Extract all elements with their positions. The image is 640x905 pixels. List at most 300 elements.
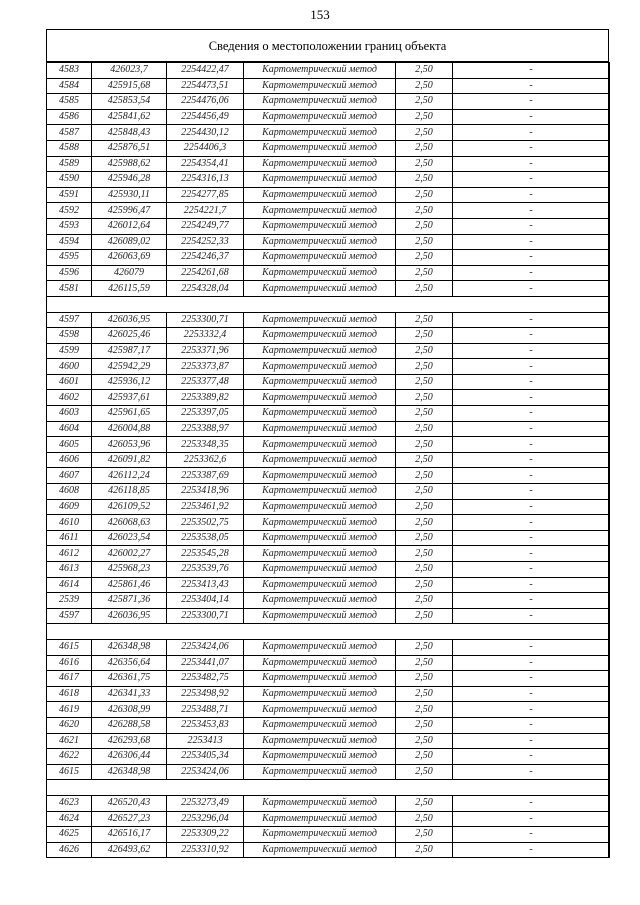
separator-cell [47, 780, 610, 796]
accuracy-cell: 2,50 [396, 484, 453, 500]
table-row [47, 203, 610, 219]
description-cell: - [453, 577, 610, 593]
x-coordinate-cell: 426348,98 [92, 764, 167, 780]
x-coordinate-cell: 426053,96 [92, 437, 167, 453]
y-coordinate-cell: 2254406,3 [167, 140, 244, 156]
x-coordinate-cell: 426079 [92, 265, 167, 281]
description-cell: - [453, 234, 610, 250]
accuracy-cell: 2,50 [396, 468, 453, 484]
point-number-cell: 4590 [47, 172, 92, 188]
accuracy-cell: 2,50 [396, 639, 453, 655]
method-cell: Картометрический метод [244, 343, 396, 359]
accuracy-cell: 2,50 [396, 608, 453, 624]
description-cell: - [453, 109, 610, 125]
point-number-cell: 4617 [47, 671, 92, 687]
y-coordinate-cell: 2253418,96 [167, 484, 244, 500]
accuracy-cell: 2,50 [396, 250, 453, 266]
y-coordinate-cell: 2253538,05 [167, 530, 244, 546]
table-row [47, 671, 610, 687]
accuracy-cell: 2,50 [396, 577, 453, 593]
x-coordinate-cell: 425876,51 [92, 140, 167, 156]
point-number-cell: 4585 [47, 94, 92, 110]
method-cell: Картометрический метод [244, 577, 396, 593]
accuracy-cell: 2,50 [396, 187, 453, 203]
accuracy-cell: 2,50 [396, 515, 453, 531]
point-number-cell: 4596 [47, 265, 92, 281]
method-cell: Картометрический метод [244, 484, 396, 500]
description-cell: - [453, 343, 610, 359]
y-coordinate-cell: 2253453,83 [167, 717, 244, 733]
method-cell: Картометрический метод [244, 593, 396, 609]
accuracy-cell: 2,50 [396, 842, 453, 858]
x-coordinate-cell: 426036,95 [92, 312, 167, 328]
description-cell: - [453, 764, 610, 780]
accuracy-cell: 2,50 [396, 530, 453, 546]
point-number-cell: 4622 [47, 749, 92, 765]
table-row [47, 795, 610, 811]
table-row [47, 811, 610, 827]
description-cell: - [453, 359, 610, 375]
table-row [47, 437, 610, 453]
description-cell: - [453, 218, 610, 234]
y-coordinate-cell: 2254328,04 [167, 281, 244, 297]
y-coordinate-cell: 2254422,47 [167, 63, 244, 79]
table-row [47, 499, 610, 515]
x-coordinate-cell: 426308,99 [92, 702, 167, 718]
point-number-cell: 4615 [47, 764, 92, 780]
x-coordinate-cell: 426036,95 [92, 608, 167, 624]
method-cell: Картометрический метод [244, 749, 396, 765]
point-number-cell: 4591 [47, 187, 92, 203]
table-row [47, 733, 610, 749]
point-number-cell: 4602 [47, 390, 92, 406]
description-cell: - [453, 374, 610, 390]
point-number-cell: 4588 [47, 140, 92, 156]
separator-cell [47, 624, 610, 640]
y-coordinate-cell: 2254430,12 [167, 125, 244, 141]
accuracy-cell: 2,50 [396, 140, 453, 156]
accuracy-cell: 2,50 [396, 686, 453, 702]
table-row [47, 374, 610, 390]
y-coordinate-cell: 2253539,76 [167, 562, 244, 578]
method-cell: Картометрический метод [244, 359, 396, 375]
x-coordinate-cell: 425853,54 [92, 94, 167, 110]
coordinates-table [46, 62, 610, 858]
method-cell: Картометрический метод [244, 78, 396, 94]
accuracy-cell: 2,50 [396, 265, 453, 281]
accuracy-cell: 2,50 [396, 655, 453, 671]
point-number-cell: 4606 [47, 452, 92, 468]
y-coordinate-cell: 2254476,06 [167, 94, 244, 110]
y-coordinate-cell: 2253309,22 [167, 827, 244, 843]
table-row [47, 608, 610, 624]
point-number-cell: 4593 [47, 218, 92, 234]
description-cell: - [453, 156, 610, 172]
method-cell: Картометрический метод [244, 234, 396, 250]
point-number-cell: 4609 [47, 499, 92, 515]
method-cell: Картометрический метод [244, 125, 396, 141]
x-coordinate-cell: 425942,29 [92, 359, 167, 375]
table-row [47, 140, 610, 156]
description-cell: - [453, 78, 610, 94]
description-cell: - [453, 749, 610, 765]
x-coordinate-cell: 425915,68 [92, 78, 167, 94]
point-number-cell: 4598 [47, 328, 92, 344]
x-coordinate-cell: 426361,75 [92, 671, 167, 687]
x-coordinate-cell: 426109,52 [92, 499, 167, 515]
x-coordinate-cell: 426023,7 [92, 63, 167, 79]
point-number-cell: 4610 [47, 515, 92, 531]
method-cell: Картометрический метод [244, 281, 396, 297]
accuracy-cell: 2,50 [396, 125, 453, 141]
accuracy-cell: 2,50 [396, 156, 453, 172]
table-row [47, 764, 610, 780]
table-row [47, 827, 610, 843]
accuracy-cell: 2,50 [396, 421, 453, 437]
y-coordinate-cell: 2254261,68 [167, 265, 244, 281]
x-coordinate-cell: 425937,61 [92, 390, 167, 406]
point-number-cell: 4612 [47, 546, 92, 562]
x-coordinate-cell: 426527,23 [92, 811, 167, 827]
table-row [47, 593, 610, 609]
description-cell: - [453, 187, 610, 203]
method-cell: Картометрический метод [244, 452, 396, 468]
y-coordinate-cell: 2254473,51 [167, 78, 244, 94]
x-coordinate-cell: 426012,64 [92, 218, 167, 234]
x-coordinate-cell: 426023,54 [92, 530, 167, 546]
description-cell: - [453, 530, 610, 546]
table-row [47, 94, 610, 110]
point-number-cell: 4600 [47, 359, 92, 375]
accuracy-cell: 2,50 [396, 452, 453, 468]
point-number-cell: 4626 [47, 842, 92, 858]
accuracy-cell: 2,50 [396, 406, 453, 422]
description-cell: - [453, 312, 610, 328]
table-row [47, 468, 610, 484]
method-cell: Картометрический метод [244, 671, 396, 687]
point-number-cell: 4615 [47, 639, 92, 655]
point-number-cell: 4595 [47, 250, 92, 266]
accuracy-cell: 2,50 [396, 795, 453, 811]
point-number-cell: 4581 [47, 281, 92, 297]
description-cell: - [453, 172, 610, 188]
x-coordinate-cell: 425930,11 [92, 187, 167, 203]
y-coordinate-cell: 2253488,71 [167, 702, 244, 718]
method-cell: Картометрический метод [244, 546, 396, 562]
table-row [47, 686, 610, 702]
accuracy-cell: 2,50 [396, 593, 453, 609]
accuracy-cell: 2,50 [396, 374, 453, 390]
accuracy-cell: 2,50 [396, 218, 453, 234]
description-cell: - [453, 717, 610, 733]
accuracy-cell: 2,50 [396, 343, 453, 359]
point-number-cell: 4621 [47, 733, 92, 749]
x-coordinate-cell: 426493,62 [92, 842, 167, 858]
table-row [47, 639, 610, 655]
description-cell: - [453, 265, 610, 281]
accuracy-cell: 2,50 [396, 749, 453, 765]
coordinates-table-body [47, 63, 610, 858]
point-number-cell: 4613 [47, 562, 92, 578]
y-coordinate-cell: 2254246,37 [167, 250, 244, 266]
accuracy-cell: 2,50 [396, 312, 453, 328]
method-cell: Картометрический метод [244, 312, 396, 328]
y-coordinate-cell: 2253482,75 [167, 671, 244, 687]
y-coordinate-cell: 2254252,33 [167, 234, 244, 250]
table-row [47, 78, 610, 94]
description-cell: - [453, 94, 610, 110]
section-separator [47, 624, 610, 640]
method-cell: Картометрический метод [244, 328, 396, 344]
accuracy-cell: 2,50 [396, 764, 453, 780]
accuracy-cell: 2,50 [396, 203, 453, 219]
description-cell: - [453, 203, 610, 219]
accuracy-cell: 2,50 [396, 717, 453, 733]
accuracy-cell: 2,50 [396, 328, 453, 344]
method-cell: Картометрический метод [244, 499, 396, 515]
point-number-cell: 4586 [47, 109, 92, 125]
y-coordinate-cell: 2253387,69 [167, 468, 244, 484]
description-cell: - [453, 140, 610, 156]
point-number-cell: 4623 [47, 795, 92, 811]
method-cell: Картометрический метод [244, 733, 396, 749]
description-cell: - [453, 63, 610, 79]
table-row [47, 702, 610, 718]
point-number-cell: 4589 [47, 156, 92, 172]
x-coordinate-cell: 426091,82 [92, 452, 167, 468]
method-cell: Картометрический метод [244, 530, 396, 546]
description-cell: - [453, 811, 610, 827]
y-coordinate-cell: 2253498,92 [167, 686, 244, 702]
x-coordinate-cell: 425871,36 [92, 593, 167, 609]
x-coordinate-cell: 426341,33 [92, 686, 167, 702]
description-cell: - [453, 499, 610, 515]
y-coordinate-cell: 2253424,06 [167, 764, 244, 780]
y-coordinate-cell: 2253413 [167, 733, 244, 749]
description-cell: - [453, 702, 610, 718]
y-coordinate-cell: 2253441,07 [167, 655, 244, 671]
x-coordinate-cell: 426288,58 [92, 717, 167, 733]
point-number-cell: 4608 [47, 484, 92, 500]
description-cell: - [453, 484, 610, 500]
description-cell: - [453, 125, 610, 141]
y-coordinate-cell: 2253424,06 [167, 639, 244, 655]
y-coordinate-cell: 2253300,71 [167, 312, 244, 328]
method-cell: Картометрический метод [244, 374, 396, 390]
accuracy-cell: 2,50 [396, 359, 453, 375]
accuracy-cell: 2,50 [396, 94, 453, 110]
description-cell: - [453, 686, 610, 702]
accuracy-cell: 2,50 [396, 390, 453, 406]
point-number-cell: 4607 [47, 468, 92, 484]
x-coordinate-cell: 425946,28 [92, 172, 167, 188]
point-number-cell: 4603 [47, 406, 92, 422]
x-coordinate-cell: 426118,85 [92, 484, 167, 500]
method-cell: Картометрический метод [244, 421, 396, 437]
description-cell: - [453, 795, 610, 811]
description-cell: - [453, 593, 610, 609]
x-coordinate-cell: 426520,43 [92, 795, 167, 811]
x-coordinate-cell: 426516,17 [92, 827, 167, 843]
method-cell: Картометрический метод [244, 390, 396, 406]
table-row [47, 109, 610, 125]
y-coordinate-cell: 2253377,48 [167, 374, 244, 390]
accuracy-cell: 2,50 [396, 671, 453, 687]
point-number-cell: 4614 [47, 577, 92, 593]
boundary-table-frame [46, 29, 609, 858]
table-row [47, 842, 610, 858]
table-row [47, 281, 610, 297]
y-coordinate-cell: 2254354,41 [167, 156, 244, 172]
description-cell: - [453, 671, 610, 687]
page-number: 153 [310, 7, 330, 22]
y-coordinate-cell: 2253397,05 [167, 406, 244, 422]
accuracy-cell: 2,50 [396, 827, 453, 843]
y-coordinate-cell: 2253310,92 [167, 842, 244, 858]
point-number-cell: 4605 [47, 437, 92, 453]
description-cell: - [453, 281, 610, 297]
method-cell: Картометрический метод [244, 795, 396, 811]
table-row [47, 234, 610, 250]
point-number-cell: 4592 [47, 203, 92, 219]
table-row [47, 63, 610, 79]
description-cell: - [453, 608, 610, 624]
y-coordinate-cell: 2253389,82 [167, 390, 244, 406]
y-coordinate-cell: 2253405,34 [167, 749, 244, 765]
table-row [47, 187, 610, 203]
description-cell: - [453, 437, 610, 453]
x-coordinate-cell: 425961,65 [92, 406, 167, 422]
y-coordinate-cell: 2254456,49 [167, 109, 244, 125]
table-row [47, 250, 610, 266]
method-cell: Картометрический метод [244, 827, 396, 843]
accuracy-cell: 2,50 [396, 234, 453, 250]
table-row [47, 515, 610, 531]
x-coordinate-cell: 426004,88 [92, 421, 167, 437]
accuracy-cell: 2,50 [396, 811, 453, 827]
method-cell: Картометрический метод [244, 63, 396, 79]
y-coordinate-cell: 2253362,6 [167, 452, 244, 468]
accuracy-cell: 2,50 [396, 63, 453, 79]
method-cell: Картометрический метод [244, 468, 396, 484]
point-number-cell: 4616 [47, 655, 92, 671]
method-cell: Картометрический метод [244, 764, 396, 780]
table-row [47, 421, 610, 437]
table-row [47, 406, 610, 422]
point-number-cell: 4583 [47, 63, 92, 79]
point-number-cell: 4619 [47, 702, 92, 718]
method-cell: Картометрический метод [244, 250, 396, 266]
table-row [47, 156, 610, 172]
y-coordinate-cell: 2253461,92 [167, 499, 244, 515]
method-cell: Картометрический метод [244, 655, 396, 671]
description-cell: - [453, 546, 610, 562]
table-row [47, 390, 610, 406]
y-coordinate-cell: 2253388,97 [167, 421, 244, 437]
method-cell: Картометрический метод [244, 203, 396, 219]
x-coordinate-cell: 426002,27 [92, 546, 167, 562]
y-coordinate-cell: 2253371,96 [167, 343, 244, 359]
x-coordinate-cell: 426025,46 [92, 328, 167, 344]
description-cell: - [453, 515, 610, 531]
section-separator [47, 780, 610, 796]
point-number-cell: 4594 [47, 234, 92, 250]
x-coordinate-cell: 425996,47 [92, 203, 167, 219]
method-cell: Картометрический метод [244, 842, 396, 858]
method-cell: Картометрический метод [244, 562, 396, 578]
method-cell: Картометрический метод [244, 156, 396, 172]
method-cell: Картометрический метод [244, 172, 396, 188]
y-coordinate-cell: 2253332,4 [167, 328, 244, 344]
y-coordinate-cell: 2254316,13 [167, 172, 244, 188]
description-cell: - [453, 639, 610, 655]
point-number-cell: 4611 [47, 530, 92, 546]
method-cell: Картометрический метод [244, 811, 396, 827]
x-coordinate-cell: 426089,02 [92, 234, 167, 250]
table-row [47, 530, 610, 546]
y-coordinate-cell: 2253413,43 [167, 577, 244, 593]
table-row [47, 125, 610, 141]
y-coordinate-cell: 2253296,04 [167, 811, 244, 827]
description-cell: - [453, 655, 610, 671]
x-coordinate-cell: 425936,12 [92, 374, 167, 390]
accuracy-cell: 2,50 [396, 702, 453, 718]
accuracy-cell: 2,50 [396, 78, 453, 94]
description-cell: - [453, 733, 610, 749]
y-coordinate-cell: 2254221,7 [167, 203, 244, 219]
point-number-cell: 2539 [47, 593, 92, 609]
y-coordinate-cell: 2254249,77 [167, 218, 244, 234]
point-number-cell: 4604 [47, 421, 92, 437]
accuracy-cell: 2,50 [396, 281, 453, 297]
method-cell: Картометрический метод [244, 218, 396, 234]
table-row [47, 312, 610, 328]
method-cell: Картометрический метод [244, 406, 396, 422]
x-coordinate-cell: 426306,44 [92, 749, 167, 765]
point-number-cell: 4625 [47, 827, 92, 843]
x-coordinate-cell: 426068,63 [92, 515, 167, 531]
table-row [47, 749, 610, 765]
table-row [47, 546, 610, 562]
x-coordinate-cell: 425968,23 [92, 562, 167, 578]
accuracy-cell: 2,50 [396, 109, 453, 125]
description-cell: - [453, 452, 610, 468]
x-coordinate-cell: 426115,59 [92, 281, 167, 297]
table-row [47, 172, 610, 188]
description-cell: - [453, 390, 610, 406]
description-cell: - [453, 250, 610, 266]
method-cell: Картометрический метод [244, 639, 396, 655]
x-coordinate-cell: 425988,62 [92, 156, 167, 172]
point-number-cell: 4597 [47, 312, 92, 328]
description-cell: - [453, 406, 610, 422]
point-number-cell: 4597 [47, 608, 92, 624]
y-coordinate-cell: 2253545,28 [167, 546, 244, 562]
x-coordinate-cell: 426348,98 [92, 639, 167, 655]
method-cell: Картометрический метод [244, 265, 396, 281]
method-cell: Картометрический метод [244, 140, 396, 156]
x-coordinate-cell: 426293,68 [92, 733, 167, 749]
point-number-cell: 4624 [47, 811, 92, 827]
x-coordinate-cell: 425861,46 [92, 577, 167, 593]
accuracy-cell: 2,50 [396, 733, 453, 749]
x-coordinate-cell: 426063,69 [92, 250, 167, 266]
y-coordinate-cell: 2254277,85 [167, 187, 244, 203]
method-cell: Картометрический метод [244, 187, 396, 203]
y-coordinate-cell: 2253300,71 [167, 608, 244, 624]
x-coordinate-cell: 426356,64 [92, 655, 167, 671]
x-coordinate-cell: 425848,43 [92, 125, 167, 141]
